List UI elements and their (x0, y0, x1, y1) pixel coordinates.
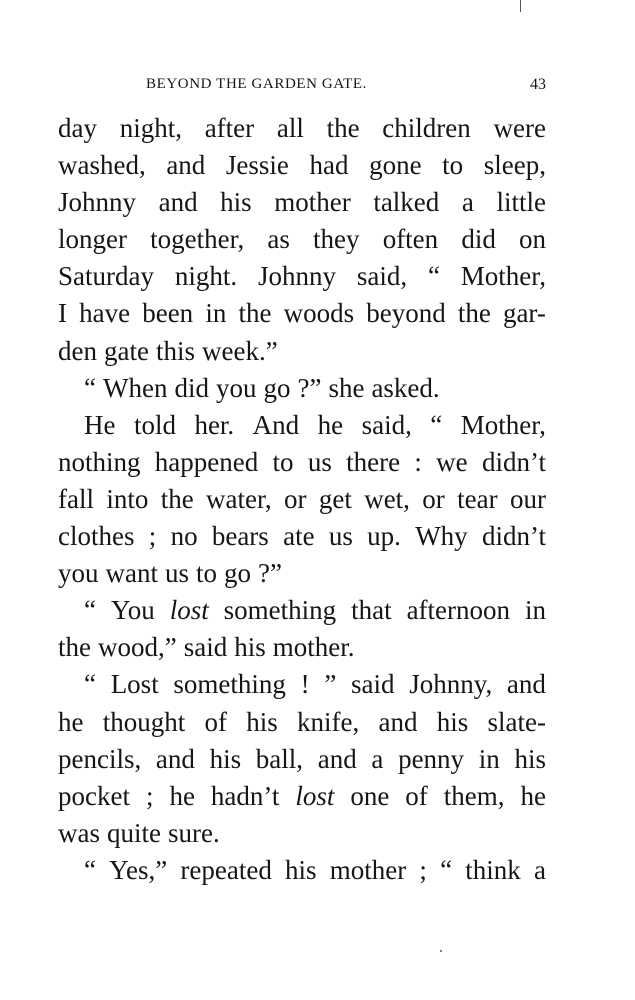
text-line: “ When did you go ?” she asked. (84, 372, 440, 403)
text-line: fall into the water, or get wet, or tear our (58, 483, 546, 514)
text-line: longer together, as they often did on (58, 224, 546, 255)
text-line: He told her. And he said, “ Mother, (84, 409, 546, 440)
text-line: “ You lost something that afternoon in (84, 595, 546, 626)
body-text (58, 110, 546, 889)
text-line: I have been in the woods beyond the gar- (58, 298, 546, 329)
text-line: den gate this week.” (58, 335, 278, 366)
text-line: nothing happened to us there : we didn’t (58, 446, 546, 477)
scan-mark-top (520, 0, 521, 12)
text-line: the wood,” said his mother. (58, 632, 355, 663)
text-line: “ Lost something ! ” said Johnny, and (84, 669, 546, 700)
running-head-title: BEYOND THE GARDEN GATE. (146, 76, 368, 92)
text-line: day night, after all the children were (58, 113, 546, 143)
text-line: you want us to go ?” (58, 558, 282, 589)
text-line: washed, and Jessie had gone to sleep, (58, 150, 546, 181)
text-line: was quite sure. (58, 817, 220, 848)
text-line: Saturday night. Johnny said, “ Mother, (58, 261, 546, 292)
text-line: Johnny and his mother talked a little (58, 187, 546, 218)
text-line: he thought of his knife, and his slate- (58, 706, 546, 737)
page-number: 43 (530, 76, 546, 93)
scan-dot (440, 950, 442, 952)
text-line: pocket ; he hadn’t lost one of them, he (58, 780, 546, 811)
text-line: clothes ; no bears ate us up. Why didn’t (58, 521, 546, 552)
running-head (58, 76, 546, 98)
text-line: pencils, and his ball, and a penny in his (58, 743, 546, 774)
text-line: “ Yes,” repeated his mother ; “ think a (84, 854, 546, 885)
